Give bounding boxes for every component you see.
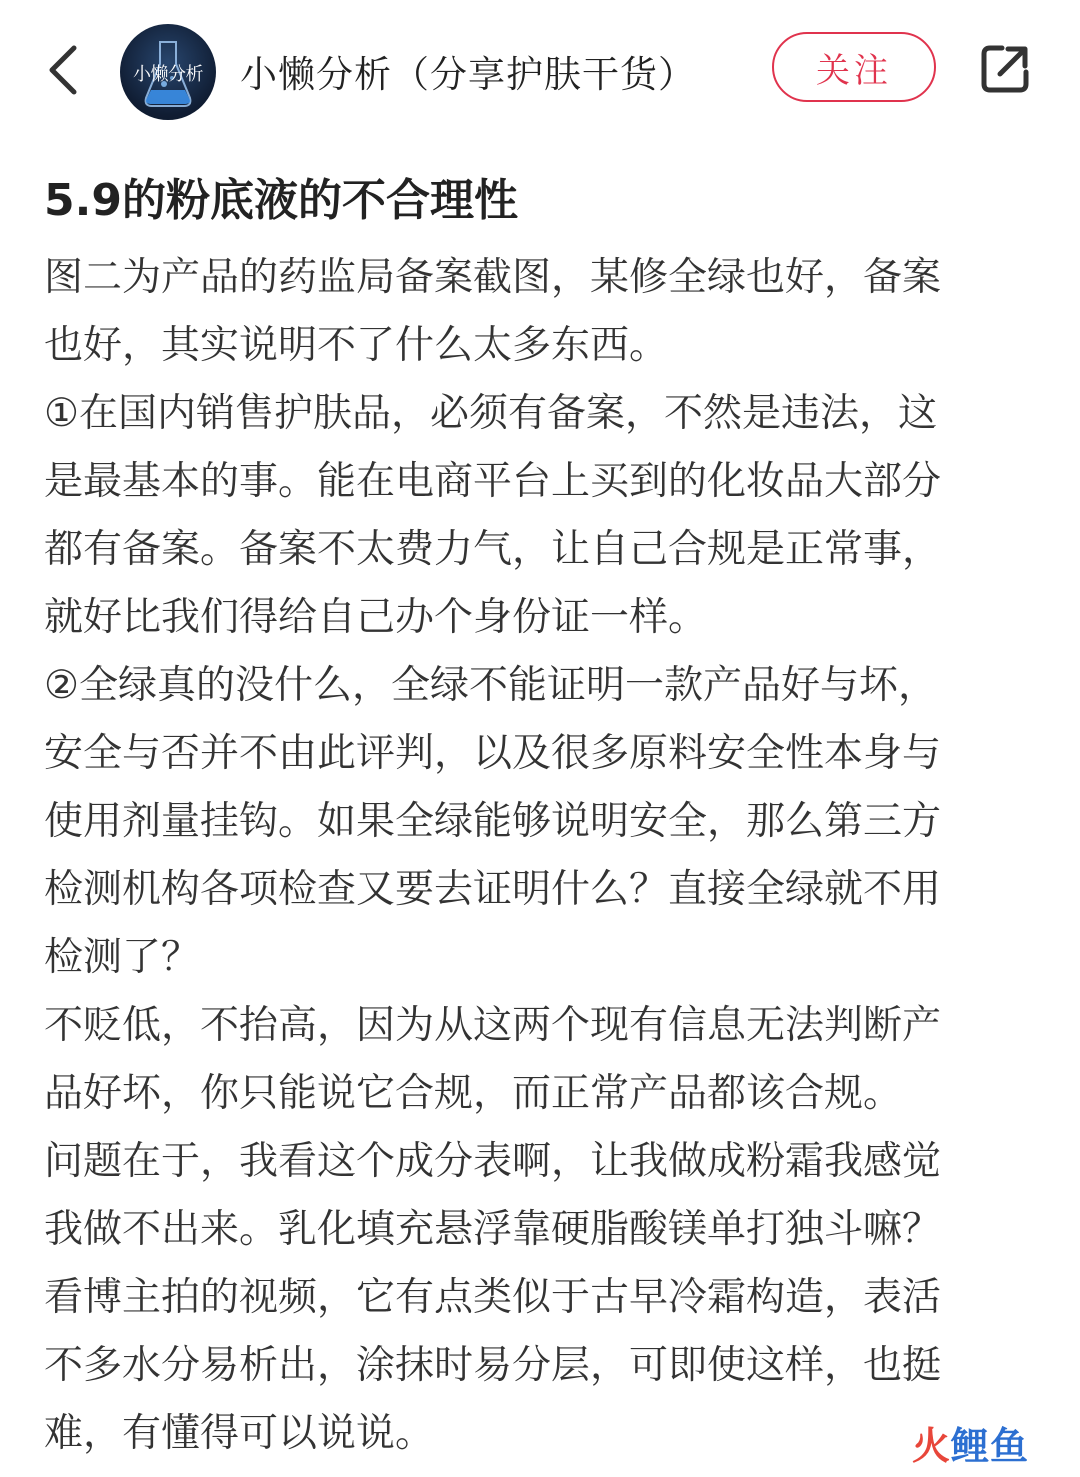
body-line: 问题在于，我看这个成分表啊，让我做成粉霜我感觉 <box>44 1139 942 1184</box>
share-button[interactable] <box>978 42 1032 96</box>
body-line: ②全绿真的没什么，全绿不能证明一款产品好与坏， <box>44 663 937 708</box>
post-title: 5.9的粉底液的不合理性 <box>44 175 518 226</box>
body-line: 也好，其实说明不了什么太多东西。 <box>44 323 669 368</box>
body-line: 都有备案。备案不太费力气，让自己合规是正常事， <box>44 527 942 572</box>
avatar-label: 小懒分析 <box>133 64 203 85</box>
body-line: 安全与否并不由此评判，以及很多原料安全性本身与 <box>44 731 942 776</box>
share-icon <box>978 42 1032 96</box>
body-line: 是最基本的事。能在电商平台上买到的化妆品大部分 <box>44 459 942 504</box>
body-line: 不贬低，不抬高，因为从这两个现有信息无法判断产 <box>44 1003 942 1048</box>
body-line: 使用剂量挂钩。如果全绿能够说明安全，那么第三方 <box>44 799 942 844</box>
body-line: 就好比我们得给自己办个身份证一样。 <box>44 595 708 640</box>
body-line: 检测了？ <box>44 935 201 980</box>
body-line: ①在国内销售护肤品，必须有备案，不然是违法，这 <box>44 391 937 436</box>
follow-button[interactable]: 关注 <box>772 32 936 102</box>
body-line: 检测机构各项检查又要去证明什么？直接全绿就不用 <box>44 867 942 912</box>
account-name[interactable]: 小懒分析（分享护肤干货） <box>240 53 696 96</box>
body-line: 看博主拍的视频，它有点类似于古早冷霜构造，表活 <box>44 1275 942 1320</box>
watermark-rest: 鲤鱼 <box>951 1423 1030 1468</box>
back-button[interactable] <box>40 40 90 100</box>
body-line: 我做不出来。乳化填充悬浮靠硬脂酸镁单打独斗嘛？ <box>44 1207 942 1252</box>
post-body <box>44 244 1034 1468</box>
watermark-first: 火 <box>912 1423 952 1468</box>
body-line: 品好坏，你只能说它合规，而正常产品都该合规。 <box>44 1071 903 1116</box>
body-line: 不多水分易析出，涂抹时易分层，可即使这样，也挺 <box>44 1343 942 1388</box>
chevron-left-icon <box>40 40 90 100</box>
watermark-logo <box>912 1416 1029 1468</box>
watermark-text <box>912 1415 1029 1470</box>
top-bar <box>0 0 1080 140</box>
avatar[interactable] <box>120 24 216 120</box>
body-line: 难，有懂得可以说说。 <box>44 1411 435 1456</box>
body-line: 图二为产品的药监局备案截图，某修全绿也好，备案 <box>44 255 942 300</box>
